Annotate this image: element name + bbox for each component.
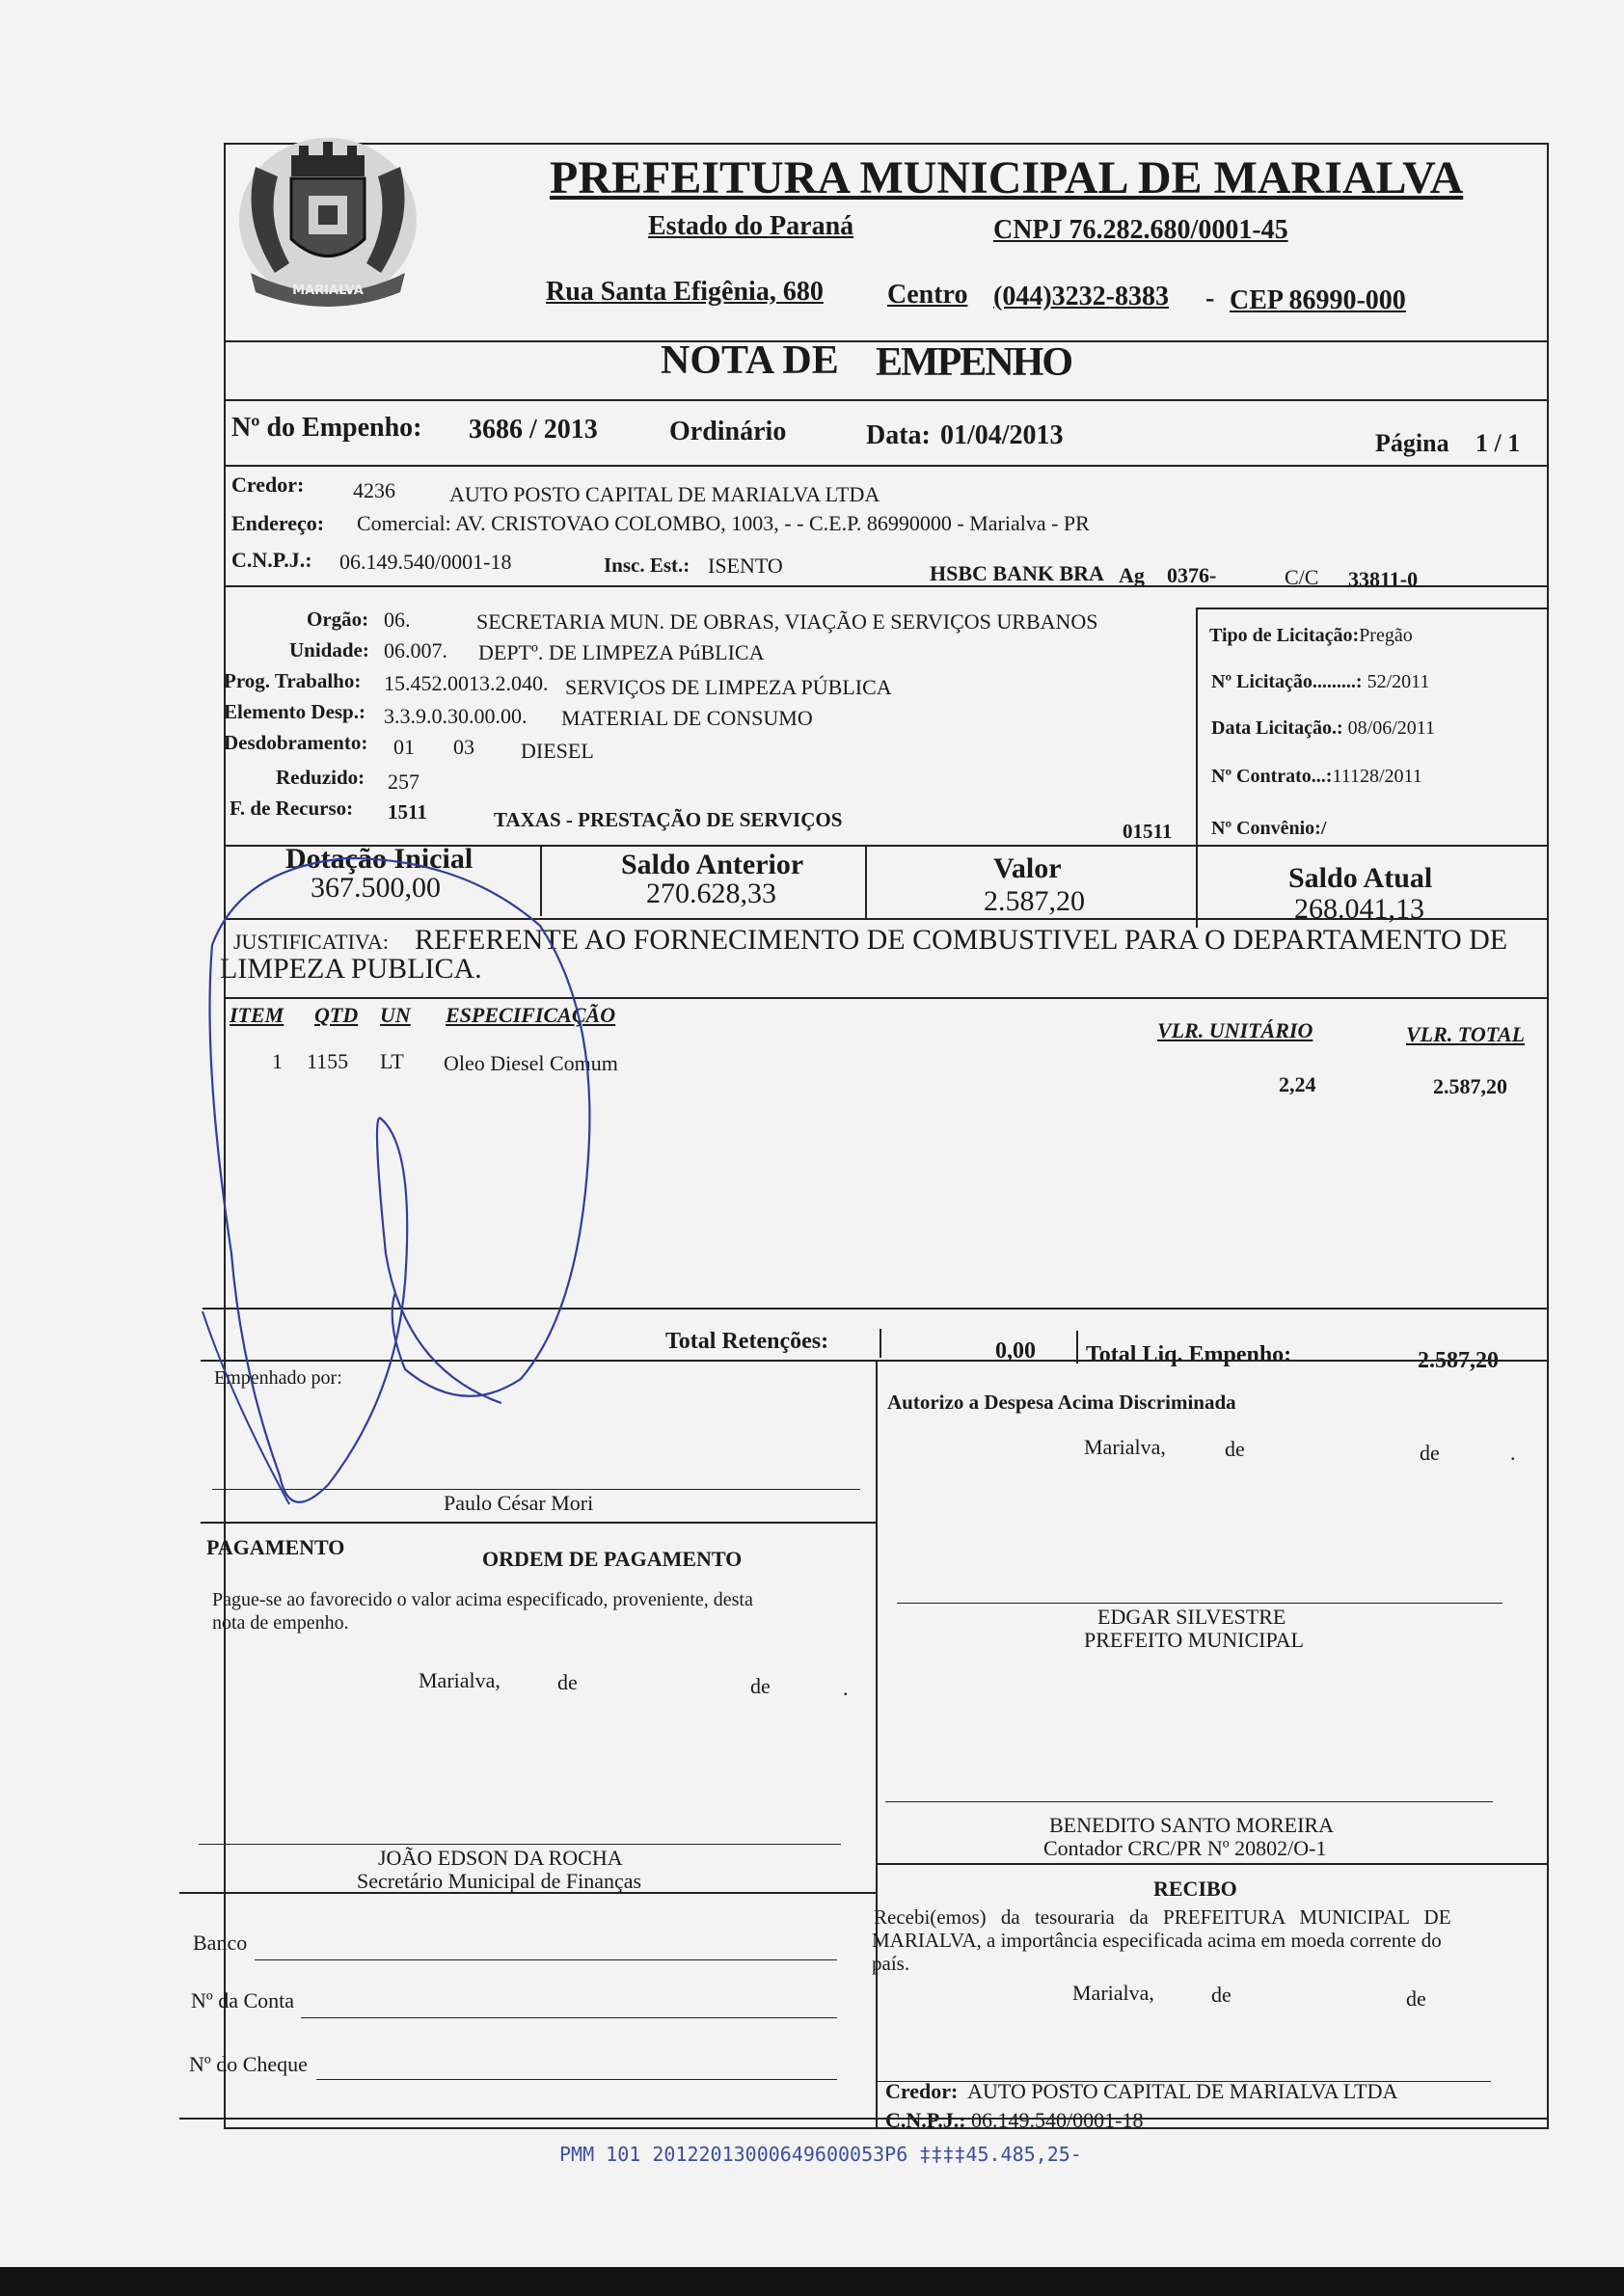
saldo-anterior-label: Saldo Anterior <box>621 849 804 880</box>
empenhado-signature-line <box>212 1489 860 1490</box>
mayor-signature-line <box>897 1603 1502 1604</box>
col-spec: ESPECIFICAÇÃO <box>446 1003 616 1027</box>
agency-label: Ag <box>1119 563 1145 587</box>
prog-label: Prog. Trabalho: <box>224 669 362 692</box>
municipality-title: PREFEITURA MUNICIPAL DE MARIALVA <box>550 152 1464 203</box>
ordem-pagamento-label: ORDEM DE PAGAMENTO <box>482 1547 743 1571</box>
desdobramento-b: 03 <box>453 735 474 759</box>
pagamento-dot: . <box>843 1676 849 1700</box>
recibo-de-1: de <box>1211 1983 1232 2007</box>
desdobramento-label: Desdobramento: <box>224 731 368 754</box>
empenho-number-label: Nº do Empenho: <box>231 413 422 443</box>
licitacao-number: Nº Licitação.........: 52/2011 <box>1211 671 1430 692</box>
autorizo-de-2: de <box>1420 1441 1440 1465</box>
cheque-label: Nº do Cheque <box>189 2052 308 2076</box>
account-number: 33811-0 <box>1348 567 1419 591</box>
recibo-top-line <box>876 1863 1549 1865</box>
col-total-value: VLR. TOTAL <box>1406 1022 1526 1046</box>
pagamento-de-1: de <box>557 1670 578 1694</box>
pagamento-de-2: de <box>750 1674 771 1698</box>
saldo-atual-value: 268.041,13 <box>1294 893 1424 925</box>
credor-code: 4236 <box>353 478 395 502</box>
licitacao-top-line <box>1196 608 1549 609</box>
ie-label: Insc. Est.: <box>604 554 690 577</box>
neighborhood: Centro <box>887 280 968 310</box>
recibo-text-3: país. <box>872 1952 910 1975</box>
retencoes-label: Total Retenções: <box>665 1329 829 1354</box>
autorizo-city: Marialva, <box>1084 1435 1166 1459</box>
licitacao-column-divider <box>1196 608 1198 856</box>
svg-text:MARIALVA: MARIALVA <box>292 284 364 298</box>
address-label: Endereço: <box>231 511 325 535</box>
col-unit-value: VLR. UNITÁRIO <box>1157 1018 1313 1042</box>
orgao-label: Orgão: <box>307 608 369 631</box>
recurso-code-2: 01511 <box>1123 820 1173 843</box>
banco-label: Banco <box>193 1931 248 1955</box>
row-spec: Oleo Diesel Comum <box>444 1051 618 1075</box>
autorizo-dot: . <box>1510 1441 1516 1465</box>
saldo-anterior-value: 270.628,33 <box>646 878 776 909</box>
title-divider <box>224 399 1549 401</box>
balances-divider-1 <box>540 845 542 916</box>
orgao-code: 06. <box>384 608 411 632</box>
pagamento-text-2: nota de empenho. <box>212 1612 349 1634</box>
doc-title-part-a: NOTA DE <box>661 338 839 383</box>
scanner-edge-band <box>0 2267 1624 2296</box>
recurso-code: 1511 <box>388 800 427 824</box>
credor-name: AUTO POSTO CAPITAL DE MARIALVA LTDA <box>449 482 880 506</box>
municipal-coat-of-arms <box>231 128 424 321</box>
municipal-cnpj: CNPJ 76.282.680/0001-45 <box>993 215 1288 245</box>
justificativa-label: JUSTIFICATIVA: <box>233 930 389 954</box>
reduzido-label: Reduzido: <box>276 766 365 789</box>
orgao-name: SECRETARIA MUN. DE OBRAS, VIAÇÃO E SERVIÇOS URBANOS <box>476 609 1098 634</box>
prog-code: 15.452.0013.2.040. <box>384 671 549 695</box>
reduzido-value: 257 <box>388 770 420 794</box>
secretary-signature-line <box>199 1844 841 1845</box>
pagamento-city: Marialva, <box>419 1668 501 1692</box>
recibo-credor: Credor: AUTO POSTO CAPITAL DE MARIALVA LTDA <box>885 2079 1398 2103</box>
justificativa-bottom-line <box>224 997 1549 999</box>
empenhado-por-label: Empenhado por: <box>214 1367 342 1389</box>
recurso-label: F. de Recurso: <box>230 797 354 820</box>
state-label: Estado do Paraná <box>648 211 854 241</box>
dotacao-value: 367.500,00 <box>311 872 441 904</box>
contador-title: Contador CRC/PR Nº 20802/O-1 <box>1043 1836 1327 1860</box>
address-dash: - <box>1205 284 1215 313</box>
credor-address: Comercial: AV. CRISTOVAO COLOMBO, 1003, - - C.E.P. 86990000 - Marialva - PR <box>357 511 1090 535</box>
empenho-type: Ordinário <box>669 417 787 446</box>
empenhado-bottom-line <box>201 1522 876 1524</box>
valor-value: 2.587,20 <box>984 885 1085 917</box>
contrato-number: Nº Contrato...:11128/2011 <box>1211 766 1422 787</box>
ie-value: ISENTO <box>708 554 783 578</box>
recibo-text-1: Recebi(emos) da tesouraria da PREFEITURA MUNICIPAL DE <box>874 1905 1451 1929</box>
footer-code: PMM 101 20122013000649600053P6 ‡‡‡‡45.485,25- <box>559 2143 1082 2166</box>
items-bottom-line <box>203 1308 1549 1310</box>
doc-title-part-b: EMPENHO <box>876 340 1071 385</box>
col-un: UN <box>380 1003 411 1027</box>
dotacao-label: Dotação Inicial <box>285 843 474 875</box>
desdobramento-a: 01 <box>393 735 415 759</box>
col-qtd: QTD <box>314 1003 359 1027</box>
recurso-name: TAXAS - PRESTAÇÃO DE SERVIÇOS <box>494 808 843 831</box>
unidade-label: Unidade: <box>289 638 369 662</box>
desdobramento-name: DIESEL <box>521 739 594 763</box>
row-total-value: 2.587,20 <box>1433 1074 1507 1098</box>
justificativa-line-2: LIMPEZA PUBLICA. <box>220 953 482 985</box>
totals-bottom-line <box>201 1360 1549 1362</box>
balances-divider-2 <box>865 847 867 918</box>
col-item: ITEM <box>230 1003 284 1027</box>
prog-name: SERVIÇOS DE LIMPEZA PÚBLICA <box>565 675 892 699</box>
recibo-city: Marialva, <box>1072 1981 1154 2005</box>
empenho-date: 01/04/2013 <box>940 420 1064 450</box>
secretary-title: Secretário Municipal de Finanças <box>357 1869 642 1893</box>
empenho-number: 3686 / 2013 <box>469 415 598 445</box>
liquido-label: Total Liq. Empenho: <box>1086 1342 1292 1367</box>
mayor-name: EDGAR SILVESTRE <box>1097 1605 1286 1629</box>
recibo-label: RECIBO <box>1153 1877 1237 1901</box>
mayor-title: PREFEITO MUNICIPAL <box>1084 1628 1304 1652</box>
row-un: LT <box>380 1049 404 1073</box>
licitacao-type: Tipo de Licitação:Pregão <box>1209 625 1413 646</box>
bank-section-top-line <box>179 1892 876 1894</box>
credor-label: Credor: <box>231 473 305 497</box>
row-item: 1 <box>272 1049 283 1073</box>
licitacao-date: Data Licitação.: 08/06/2011 <box>1211 717 1436 739</box>
justificativa-top-line <box>224 918 1549 920</box>
conta-label: Nº da Conta <box>191 1988 295 2012</box>
totals-divider-2 <box>1076 1331 1078 1364</box>
phone-number: (044)3232-8383 <box>993 282 1169 311</box>
street-address: Rua Santa Efigênia, 680 <box>546 277 824 307</box>
recibo-de-2: de <box>1406 1986 1426 2011</box>
empenho-divider <box>224 465 1549 467</box>
banco-line <box>255 1959 837 1960</box>
convenio-label: Nº Convênio:/ <box>1211 818 1327 839</box>
unidade-code: 06.007. <box>384 638 447 662</box>
valor-label: Valor <box>993 852 1062 884</box>
credor-cnpj: 06.149.540/0001-18 <box>339 550 512 574</box>
elemento-label: Elemento Desp.: <box>224 700 365 723</box>
contador-signature-line <box>885 1801 1493 1802</box>
recibo-cnpj: C.N.P.J.: 06.149.540/0001-18 <box>885 2108 1144 2132</box>
empenhado-por-name: Paulo César Mori <box>444 1491 594 1515</box>
credor-divider <box>224 585 1549 587</box>
empenho-date-label: Data: <box>866 420 931 450</box>
row-qtd: 1155 <box>307 1049 349 1073</box>
unidade-name: DEPTº. DE LIMPEZA PúBLICA <box>478 640 765 664</box>
pagamento-text-1: Pague-se ao favorecido o valor acima especificado, proveniente, desta <box>212 1589 753 1610</box>
balances-divider-3 <box>1196 849 1198 928</box>
account-label: C/C <box>1285 565 1319 589</box>
lower-center-divider <box>876 1360 878 2129</box>
agency-number: 0376- <box>1167 563 1217 587</box>
autorizo-label: Autorizo a Despesa Acima Discriminada <box>887 1391 1236 1414</box>
elemento-name: MATERIAL DE CONSUMO <box>561 706 813 730</box>
elemento-code: 3.3.9.0.30.00.00. <box>384 704 528 728</box>
credor-cnpj-label: C.N.P.J.: <box>231 548 312 572</box>
justificativa-line-1: REFERENTE AO FORNECIMENTO DE COMBUSTIVEL PARA O DEPARTAMENTO DE <box>415 924 1508 956</box>
pagamento-label: PAGAMENTO <box>206 1535 345 1559</box>
totals-divider-1 <box>880 1329 881 1358</box>
document-bottom-line <box>179 2118 1549 2120</box>
secretary-name: JOÃO EDSON DA ROCHA <box>378 1846 623 1870</box>
cheque-line <box>316 2079 837 2080</box>
liquido-value: 2.587,20 <box>1418 1348 1499 1373</box>
contador-name: BENEDITO SANTO MOREIRA <box>1049 1813 1334 1837</box>
retencoes-value: 0,00 <box>995 1338 1036 1364</box>
page-label: Página <box>1375 429 1449 457</box>
conta-line <box>301 2017 837 2018</box>
cep: CEP 86990-000 <box>1230 285 1406 315</box>
page-number: 1 / 1 <box>1475 429 1521 457</box>
bank-name: HSBC BANK BRA <box>930 561 1104 585</box>
saldo-atual-label: Saldo Atual <box>1288 862 1433 894</box>
autorizo-de-1: de <box>1225 1437 1245 1461</box>
row-unit-value: 2,24 <box>1279 1072 1316 1096</box>
recibo-text-2: MARIALVA, a importância especificada acima em moeda corrente do <box>872 1929 1442 1952</box>
